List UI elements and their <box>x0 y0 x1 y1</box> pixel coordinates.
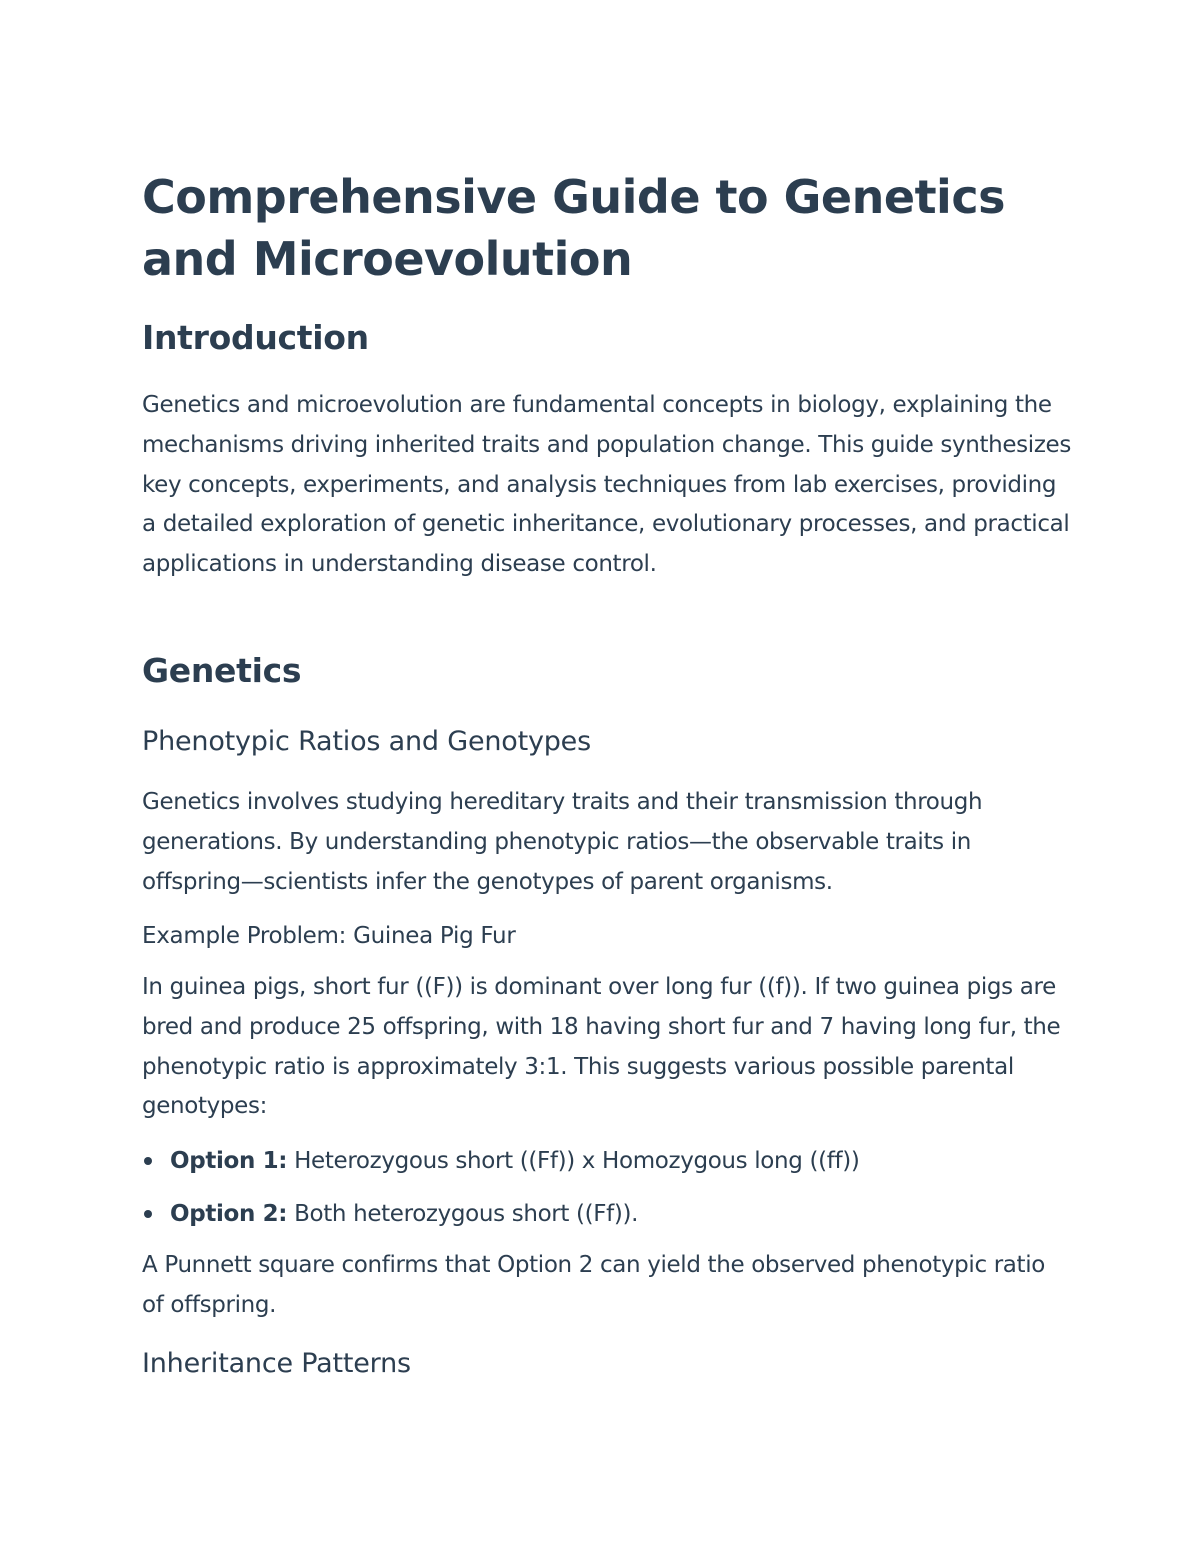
example-paragraph: In guinea pigs, short fur ((F)) is dominant over long fur ((f)). If two guinea pigs are bred and produce 25 offspring, with 18 having short fur and 7 having long fur, the phenotypic ratio is approximately 3:1. This suggests various possible parental genotypes: <box>142 974 1061 1120</box>
conclusion-paragraph: A Punnett square confirms that Option 2 can yield the observed phenotypic ratio of offspring. <box>142 1252 1045 1318</box>
option-label: Option 2: <box>170 1201 288 1227</box>
introduction-heading: Introduction <box>142 318 369 357</box>
list-item <box>142 1198 1072 1251</box>
option-label: Option 1: <box>170 1148 288 1174</box>
option-text: Both heterozygous short ((Ff)). <box>287 1201 639 1227</box>
bullet-icon <box>144 1210 152 1218</box>
document-title: Comprehensive Guide to Genetics and Microevolution <box>142 170 1005 286</box>
phenotypic-paragraph: Genetics involves studying hereditary traits and their transmission through generations. By understanding phenotypic ratios—the observable traits in offspring—scientists infer the genotypes of parent organisms. <box>142 789 983 895</box>
introduction-paragraph: Genetics and microevolution are fundamental concepts in biology, explaining the mechanisms driving inherited traits and population change. This guide synthesizes key concepts, experiments, and analysis techniques from lab exercises, providing a detailed exploration of genetic inheritance, evolutionary processes, and practical applications in understanding disease control. <box>142 392 1071 578</box>
example-problem-heading: Example Problem: Guinea Pig Fur <box>142 923 516 949</box>
options-list <box>142 1145 1072 1251</box>
inheritance-patterns-heading: Inheritance Patterns <box>142 1348 411 1379</box>
bullet-icon <box>144 1157 152 1165</box>
phenotypic-ratios-heading: Phenotypic Ratios and Genotypes <box>142 726 591 757</box>
list-item <box>142 1145 1072 1198</box>
genetics-heading: Genetics <box>142 651 302 690</box>
option-text: Heterozygous short ((Ff)) x Homozygous long ((ff)) <box>287 1148 860 1174</box>
